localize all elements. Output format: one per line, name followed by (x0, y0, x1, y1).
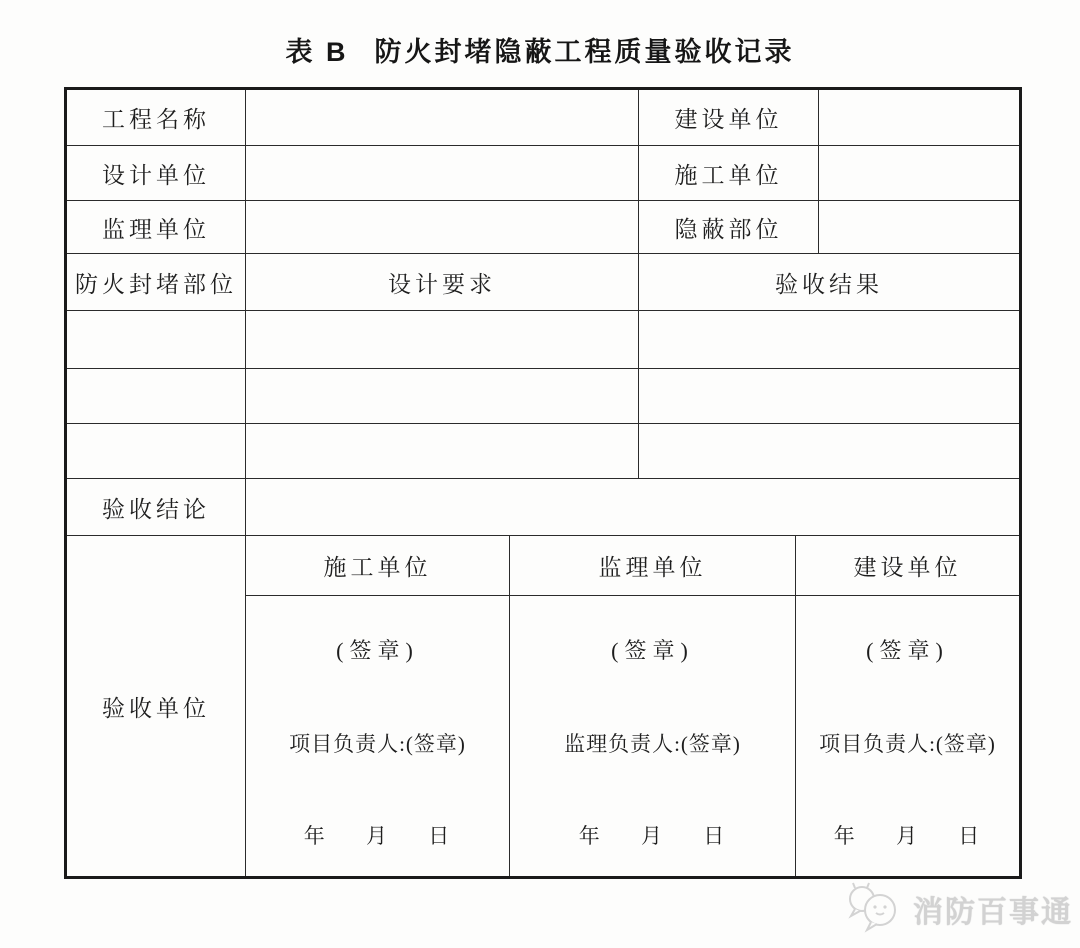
firestop-location-cell (66, 424, 246, 479)
table-row (66, 146, 1021, 201)
project-leader-signature-line: 项目负责人:(签章) (289, 731, 466, 756)
date-line: 年 月 日 (578, 824, 727, 848)
construction-owner-label: 建设单位 (639, 89, 819, 146)
supervision-unit-column-header: 监理单位 (510, 536, 796, 596)
acceptance-header-row (66, 536, 1021, 596)
design-requirement-cell (246, 424, 639, 479)
acceptance-result-header: 验收结果 (639, 254, 1021, 311)
construction-unit-label: 施工单位 (639, 146, 819, 201)
design-requirement-cell (246, 311, 639, 369)
supervision-unit-signature-cell (510, 596, 796, 878)
detail-row (66, 369, 1021, 424)
concealed-part-label: 隐蔽部位 (639, 201, 819, 254)
acceptance-unit-label: 验收单位 (66, 536, 246, 878)
detail-row (66, 311, 1021, 369)
detail-row (66, 424, 1021, 479)
firestop-location-cell (66, 369, 246, 424)
project-name-value-cell (246, 89, 639, 146)
design-requirement-cell (246, 369, 639, 424)
acceptance-record-table (64, 87, 1022, 879)
design-unit-value-cell (246, 146, 639, 201)
construction-owner-value-cell (819, 89, 1021, 146)
supervision-unit-label: 监理单位 (66, 201, 246, 254)
acceptance-result-cell (639, 424, 1021, 479)
detail-header-row (66, 254, 1021, 311)
design-unit-label: 设计单位 (66, 146, 246, 201)
acceptance-conclusion-label: 验收结论 (66, 479, 246, 536)
supervisor-signature-line: 监理负责人:(签章) (564, 731, 741, 756)
construction-unit-column-header: 施工单位 (246, 536, 510, 596)
acceptance-result-cell (639, 311, 1021, 369)
acceptance-result-cell (639, 369, 1021, 424)
firestop-location-header: 防火封堵部位 (66, 254, 246, 311)
table-title: 防火封堵隐蔽工程质量验收记录 (374, 37, 795, 67)
owner-unit-signature-cell (796, 596, 1021, 878)
acceptance-conclusion-value-cell (246, 479, 1021, 536)
table-row (66, 89, 1021, 146)
watermark-text: 消防百事通 (913, 896, 1073, 929)
conclusion-row (66, 479, 1021, 536)
page-title (0, 30, 1080, 69)
firestop-location-cell (66, 311, 246, 369)
concealed-part-value-cell (819, 201, 1021, 254)
seal-placeholder: (签章) (336, 638, 419, 663)
seal-placeholder: (签章) (611, 638, 694, 663)
seal-placeholder: (签章) (866, 638, 949, 663)
project-name-label: 工程名称 (66, 89, 246, 146)
watermark (845, 882, 1073, 936)
design-requirement-header: 设计要求 (246, 254, 639, 311)
table-number: 表 B (285, 37, 349, 67)
owner-unit-column-header: 建设单位 (796, 536, 1021, 596)
project-leader-signature-line: 项目负责人:(签章) (819, 731, 996, 756)
table-row (66, 201, 1021, 254)
construction-unit-signature-cell (246, 596, 510, 878)
date-line: 年 月 日 (303, 824, 452, 848)
date-line: 年 月 日 (833, 824, 982, 848)
construction-unit-value-cell (819, 146, 1021, 201)
mascot-bubbles-icon (845, 882, 907, 936)
supervision-unit-value-cell (246, 201, 639, 254)
